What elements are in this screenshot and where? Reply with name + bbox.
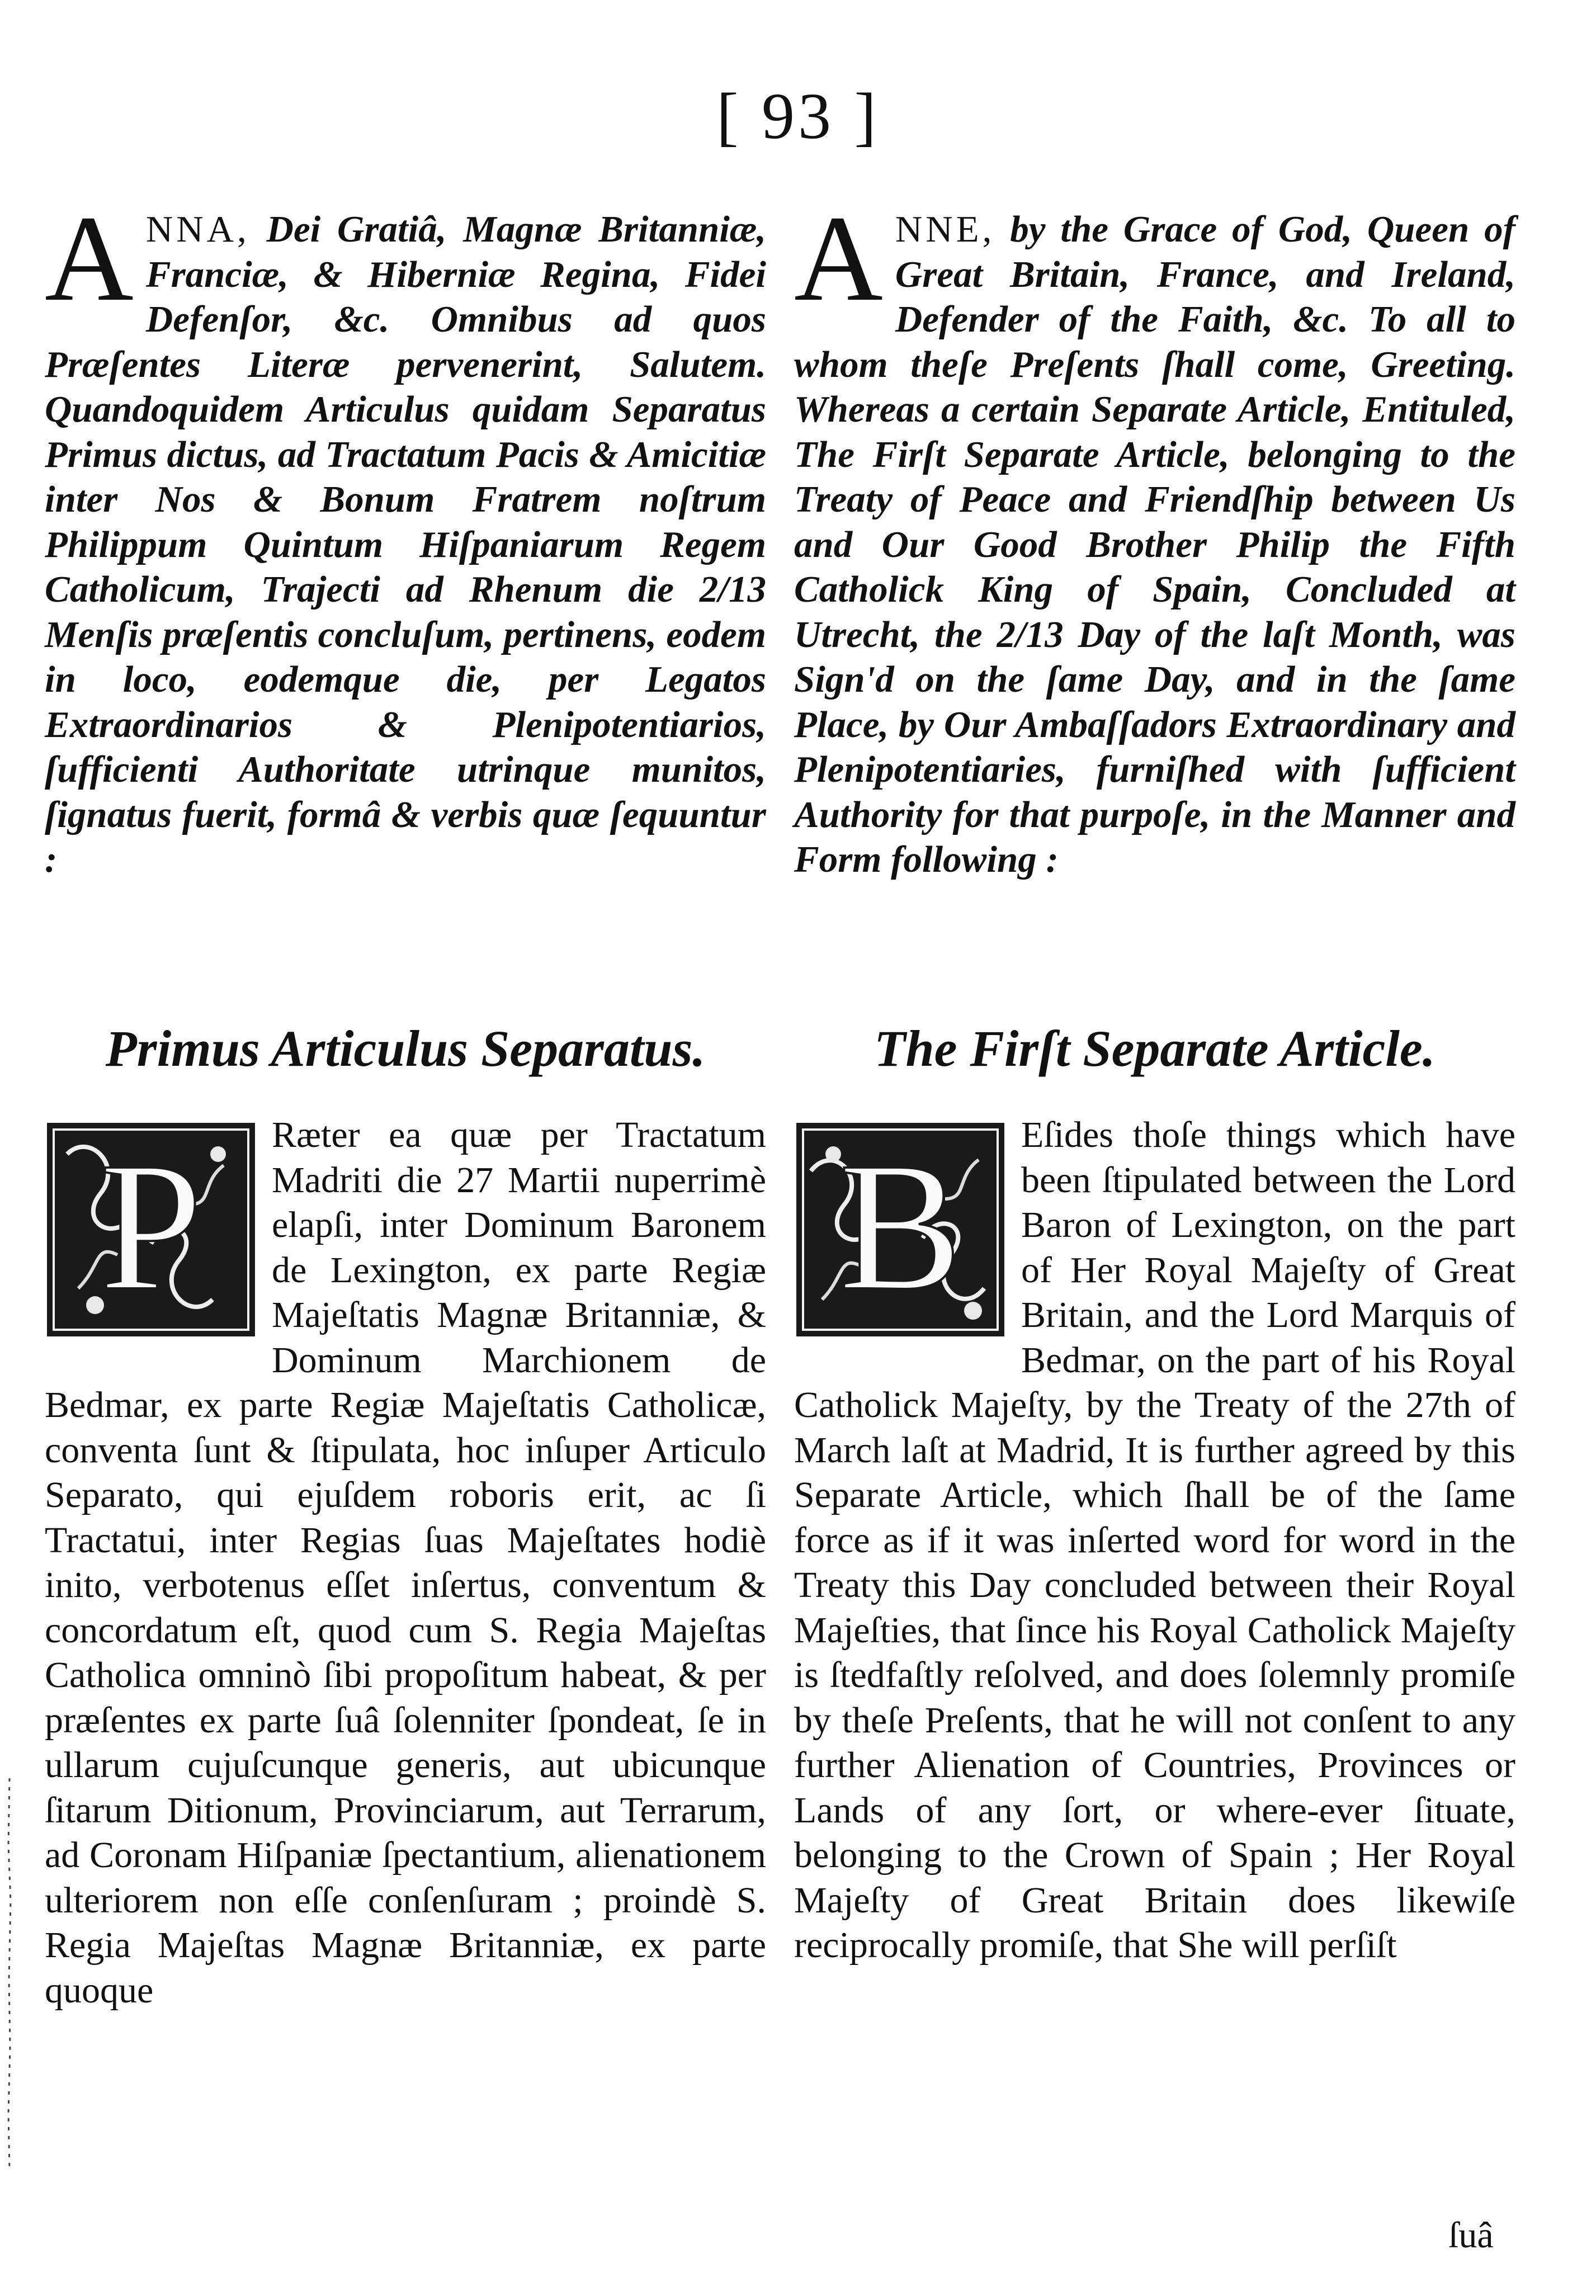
- catchword: ſuâ: [1448, 2215, 1494, 2256]
- english-preamble-lead: NNE,: [895, 209, 995, 250]
- page-number: [ 93 ]: [716, 79, 880, 153]
- latin-preamble-text: Dei Gratiâ, Magnæ Britanniæ, Franciæ, & Hiberniæ Regina, Fidei Defenſor, &c. Omnibus ad quos Præſentes Literæ pervenerint, Salutem. Quandoquidem Articulus quidam Separatus Primus dictus, ad Tractatum Pacis & Amicitiæ inter Nos & Bonum Fratrem noſtrum Philippum Quintum Hiſpaniarum Regem Catholicum, Trajecti ad Rhenum die 2/13 Menſis præſentis concluſum, pertinens, eodem in loco, eodemque die, per Legatos Extraordinarios & Plenipotentiarios, ſufficienti Authoritate utrinque munitos, ſignatus fuerit, formâ & verbis quæ ſequuntur :: [45, 209, 766, 880]
- english-article-text: Eſides thoſe things which have been ſtipulated between the Lord Baron of Lexington, on the part of Her Royal Majeſty of Great Britain, and the Lord Marquis of Bedmar, on the part of his Royal Catholick Majeſty, by the Treaty of the 27th of March laſt at Madrid, It is further agreed by this Separate Article, which ſhall be of the ſame force as if it was inſerted word for word in the Treaty this Day concluded between their Royal Majeſties, that ſince his Royal Catholick Majeſty is ſtedfaſtly reſolved, and does ſolemnly promiſe by theſe Preſents, that he will not conſent to any further Alienation of Countries, Provinces or Lands of any ſort, or where-ever ſituate, belonging to the Crown of Spain ; Her Royal Majeſty of Great Britain does likewiſe reciprocally promiſe, that She will perſiſt: [794, 1114, 1515, 1966]
- english-preamble: [794, 190, 1515, 990]
- latin-preamble: [45, 190, 766, 990]
- margin-stain: [6, 1778, 13, 2170]
- svg-text:B: B: [838, 1125, 962, 1329]
- ornament-b-icon: [794, 1121, 1007, 1339]
- latin-initial-letter: A: [45, 190, 134, 327]
- latin-article-body: [45, 1113, 766, 2203]
- latin-ornamental-drop-cap: [45, 1121, 257, 1339]
- english-preamble-text: by the Grace of God, Queen of Great Britain, France, and Ireland, Defender of the Faith, &c. To all to whom theſe Preſents ſhall come, Greeting. Whereas a certain Separate Article, Entituled, The Firſt Separate Article, belonging to the Treaty of Peace and Friendſhip between Us and Our Good Brother Philip the Fifth Catholick King of Spain, Concluded at Utrecht, the 2/13 Day of the laſt Month, was Sign'd on the ſame Day, and in the ſame Place, by Our Ambaſſadors Extraordinary and Plenipotentiaries, furniſhed with ſufficient Authority for that purpoſe, in the Manner and Form following :: [794, 209, 1515, 880]
- english-preamble-paragraph: [794, 190, 1515, 882]
- svg-text:P: P: [100, 1125, 202, 1329]
- latin-article-heading: Primus Articulus Separatus.: [105, 1020, 706, 1077]
- latin-article-text: Ræter ea quæ per Tractatum Madriti die 27 Martii nuperrimè elapſi, inter Dominum Baronem de Lexington, ex parte Regiæ Majeſtatis Magnæ Britanniæ, & Dominum Marchionem de Bedmar, ex parte Regiæ Majeſtatis Catholicæ, conventa ſunt & ſtipulata, hoc inſuper Articulo Separato, qui ejuſdem roboris erit, ac ſi Tractatui, inter Regias ſuas Majeſtates hodiè inito, verbotenus eſſet inſertus, conventum & concordatum eſt, quod cum S. Regia Majeſtas Catholica omninò ſibi propoſitum habeat, & per præſentes ex parte ſuâ ſolenniter ſpondeat, ſe in ullarum cujuſcunque generis, aut ubicunque ſitarum Ditionum, Provinciarum, aut Terrarum, ad Coronam Hiſpaniæ ſpectantium, alienationem ulteriorem non eſſe conſenſuram ; proindè S. Regia Majeſtas Magnæ Britanniæ, ex parte quoque: [45, 1114, 766, 2011]
- english-article-heading: The Firſt Separate Article.: [874, 1020, 1436, 1077]
- english-ornamental-drop-cap: [794, 1121, 1007, 1339]
- latin-preamble-paragraph: [45, 190, 766, 882]
- ornament-p-icon: [45, 1121, 257, 1339]
- english-article-body: [794, 1113, 1515, 2203]
- english-initial-letter: A: [794, 190, 883, 327]
- latin-preamble-lead: NNA,: [145, 209, 250, 250]
